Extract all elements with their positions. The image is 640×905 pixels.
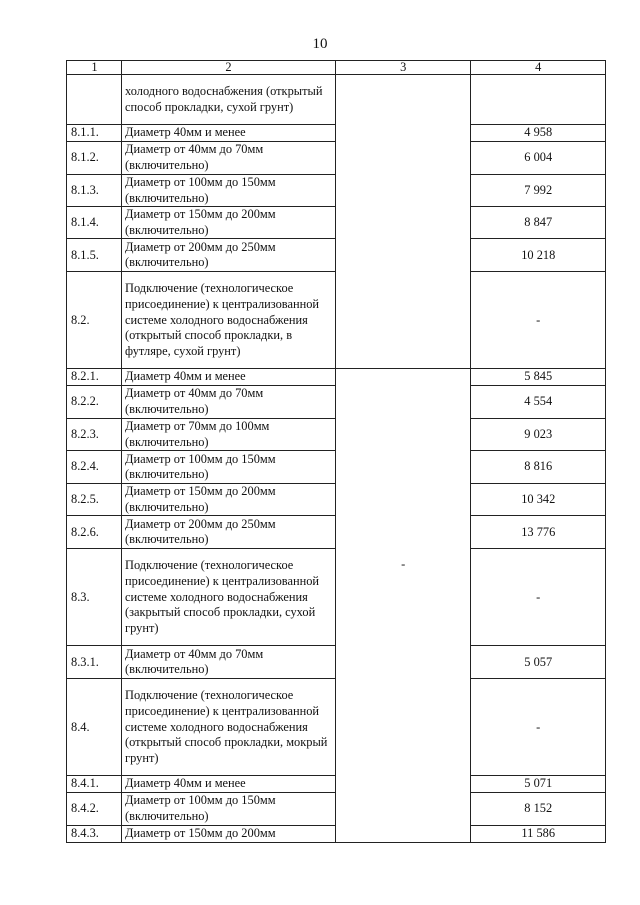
- row-number: [67, 75, 122, 125]
- row-description: Диаметр от 200мм до 250мм (включительно): [122, 239, 336, 272]
- row-description: Диаметр от 150мм до 200мм: [122, 825, 336, 842]
- table-row: [67, 369, 606, 386]
- row-value: 4 958: [471, 125, 606, 142]
- row-value: 8 152: [471, 792, 606, 825]
- row-description: холодного водоснабжения (открытый способ прокладки, сухой грунт): [122, 75, 336, 125]
- row-description: Диаметр 40мм и менее: [122, 125, 336, 142]
- row-description: Диаметр 40мм и менее: [122, 776, 336, 793]
- table-row: [67, 75, 606, 125]
- row-number: 8.3.: [67, 549, 122, 646]
- row-value: 11 586: [471, 825, 606, 842]
- row-number: 8.2.1.: [67, 369, 122, 386]
- row-description: Подключение (технологическое присоединение) к централизованной системе холодного водоснабжения (открытый способ прокладки, в футляре, сухой грунт): [122, 272, 336, 369]
- row-number: 8.1.1.: [67, 125, 122, 142]
- row-value: 5 845: [471, 369, 606, 386]
- row-value: 8 816: [471, 451, 606, 484]
- page-number: 10: [312, 36, 328, 52]
- row-description: Подключение (технологическое присоединение) к централизованной системе холодного водоснабжения (закрытый способ прокладки, сухой грунт): [122, 549, 336, 646]
- row-description: Диаметр от 100мм до 150мм (включительно): [122, 792, 336, 825]
- row-value: 8 847: [471, 207, 606, 239]
- row-value: 4 554: [471, 385, 606, 418]
- row-number: 8.2.3.: [67, 418, 122, 450]
- row-number: 8.2.2.: [67, 385, 122, 418]
- row-number: 8.1.3.: [67, 175, 122, 207]
- row-value: -: [471, 272, 606, 369]
- row-value: 5 057: [471, 646, 606, 679]
- row-value: 13 776: [471, 516, 606, 549]
- tariff-table: [66, 60, 606, 843]
- row-value: 6 004: [471, 142, 606, 175]
- table-header-row: [67, 61, 606, 75]
- row-value: 10 218: [471, 239, 606, 272]
- header-col-4: 4: [471, 61, 606, 75]
- row-number: 8.4.3.: [67, 825, 122, 842]
- row-value: [471, 75, 606, 125]
- row-description: Диаметр от 100мм до 150мм (включительно): [122, 175, 336, 207]
- row-description: Диаметр от 70мм до 100мм (включительно): [122, 418, 336, 450]
- row-value: 5 071: [471, 776, 606, 793]
- row-number: 8.1.4.: [67, 207, 122, 239]
- row-description: Диаметр от 40мм до 70мм (включительно): [122, 646, 336, 679]
- row-description: Диаметр 40мм и менее: [122, 369, 336, 386]
- row-value: 10 342: [471, 484, 606, 516]
- row-description: Диаметр от 150мм до 200мм (включительно): [122, 484, 336, 516]
- row-number: 8.1.2.: [67, 142, 122, 175]
- row-description: Подключение (технологическое присоединение) к централизованной системе холодного водоснабжения (открытый способ прокладки, мокрый грунт): [122, 679, 336, 776]
- row-value: -: [471, 679, 606, 776]
- row-number: 8.1.5.: [67, 239, 122, 272]
- column-3-cell: [335, 75, 471, 369]
- header-col-3: 3: [335, 61, 471, 75]
- row-number: 8.2.5.: [67, 484, 122, 516]
- row-description: Диаметр от 150мм до 200мм (включительно): [122, 207, 336, 239]
- row-value: 7 992: [471, 175, 606, 207]
- header-col-2: 2: [122, 61, 336, 75]
- row-number: 8.2.6.: [67, 516, 122, 549]
- row-value: 9 023: [471, 418, 606, 450]
- row-number: 8.4.2.: [67, 792, 122, 825]
- row-description: Диаметр от 40мм до 70мм (включительно): [122, 142, 336, 175]
- column-3-dash: -: [401, 557, 406, 572]
- row-description: Диаметр от 40мм до 70мм (включительно): [122, 385, 336, 418]
- row-value: -: [471, 549, 606, 646]
- header-col-1: 1: [67, 61, 122, 75]
- row-number: 8.2.4.: [67, 451, 122, 484]
- column-3-cell: [335, 369, 471, 842]
- row-number: 8.4.1.: [67, 776, 122, 793]
- row-number: 8.4.: [67, 679, 122, 776]
- row-number: 8.3.1.: [67, 646, 122, 679]
- row-description: Диаметр от 100мм до 150мм (включительно): [122, 451, 336, 484]
- row-description: Диаметр от 200мм до 250мм (включительно): [122, 516, 336, 549]
- row-number: 8.2.: [67, 272, 122, 369]
